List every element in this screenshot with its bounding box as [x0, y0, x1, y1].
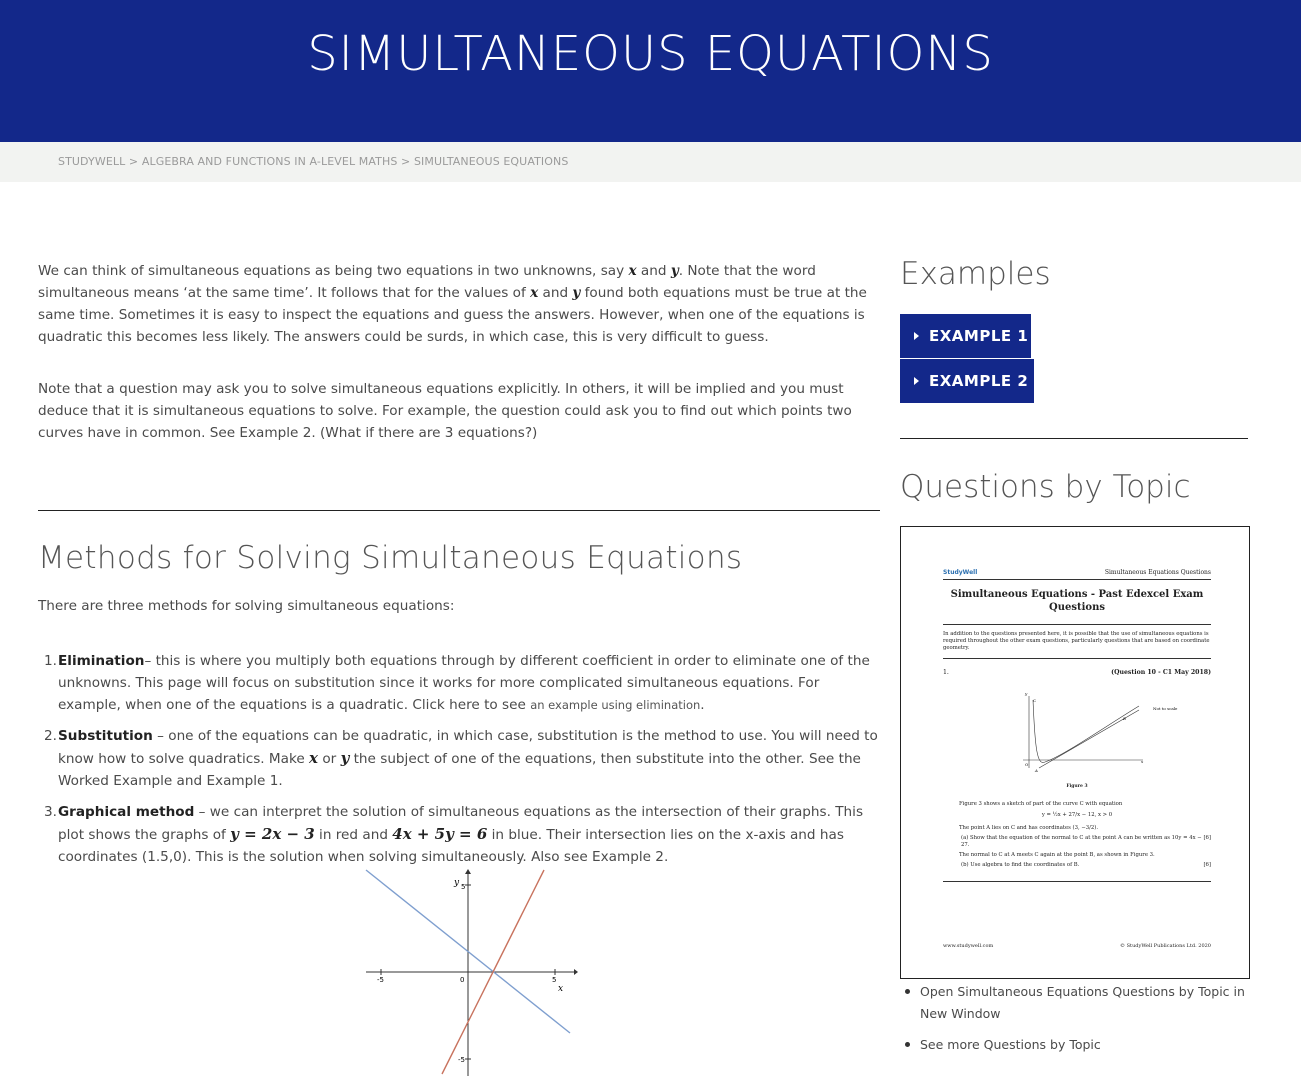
doc-rule	[943, 881, 1211, 882]
text-segment: found both equations must be true at the same time. Sometimes it is easy to inspect the equations and guess the answers. However, when one of the equations is quadratic this becomes less likely. The answers could be surds, in which case, this is very difficult to guess.	[38, 285, 867, 345]
fig-note: Not to scale	[1153, 706, 1178, 711]
studywell-logo: StudyWell	[943, 569, 978, 576]
x-tick-label: 5	[552, 976, 557, 984]
text-segment: and	[636, 263, 671, 279]
text-segment: .	[700, 697, 705, 713]
question-part-text: (b) Use algebra to find the coordinates of B.	[961, 862, 1080, 868]
elimination-example-link[interactable]: an example using elimination	[530, 698, 701, 712]
breadcrumb	[58, 155, 568, 168]
breadcrumb-separator: >	[125, 155, 142, 168]
question-reference: (Question 10 - C1 May 2018)	[1111, 669, 1211, 676]
question-marks: [6]	[1203, 835, 1211, 841]
more-questions-link[interactable]: See more Questions by Topic	[920, 1037, 1101, 1052]
x-tick-label: -5	[377, 976, 384, 984]
text-segment: in blue. Their intersection lies on the x-axis and has coordinates (1.5,0). This is the solution when solving simultaneously. Also see Example 2.	[58, 827, 844, 865]
doc-rule	[943, 624, 1211, 625]
example-1-label: EXAMPLE 1	[929, 327, 1029, 345]
question-text: Figure 3 shows a sketch of part of the curve C with equation	[959, 801, 1123, 807]
breadcrumb-current: SIMULTANEOUS EQUATIONS	[413, 155, 569, 168]
fig-label: x	[1141, 759, 1144, 764]
list-item	[920, 981, 1250, 1025]
list-item	[44, 725, 878, 792]
caret-right-icon	[914, 332, 919, 340]
math-variable: x	[628, 263, 637, 279]
doc-intro: In addition to the questions presented here, it is possible that the use of simultaneous equations is required throughout the other exam questions, particularly questions that are based on coordinate geometry.	[943, 631, 1210, 651]
doc-footer-right: © StudyWell Publications Ltd. 2020	[1120, 943, 1211, 949]
breadcrumb-home-link[interactable]: STUDYWELL	[58, 155, 126, 168]
method-title: Substitution	[58, 728, 153, 744]
text-segment: We can think of simultaneous equations as being two equations in two unknowns, say	[38, 263, 629, 279]
text-segment: or	[318, 751, 341, 767]
fig-label: C	[1033, 698, 1037, 703]
math-variable: y	[572, 285, 581, 301]
list-item	[44, 801, 878, 868]
doc-figure	[943, 688, 1211, 778]
doc-header	[943, 569, 1211, 576]
math-variable: y	[670, 263, 679, 279]
question-part-text: (a) Show that the equation of the normal to C at the point A can be written as 10y = 4x − 27.	[961, 835, 1202, 848]
doc-rule	[943, 579, 1211, 580]
text-segment: and	[538, 285, 573, 301]
questions-heading: Questions by Topic	[900, 469, 1191, 505]
doc-footer-left: www.studywell.com	[943, 943, 994, 949]
doc-header-title: Simultaneous Equations Questions	[1104, 569, 1211, 576]
y-tick-label: 5	[461, 883, 466, 891]
question-marks: [6]	[1203, 862, 1211, 868]
math-variable: x	[309, 749, 318, 767]
text-segment: – we can interpret the solution of simultaneous equations as the intersection of their graphs. This plot shows the graphs of	[58, 804, 864, 843]
y-tick-label: -5	[458, 1056, 465, 1064]
main-content	[38, 260, 880, 444]
text-segment: the subject of one of the equations, then substitute into the other. See the Worked Example and Example 1.	[58, 751, 861, 789]
methods-heading: Methods for Solving Simultaneous Equations	[38, 540, 743, 576]
fig-label: y	[1025, 691, 1028, 696]
fig-curve	[1033, 700, 1139, 763]
question-number: 1.	[943, 669, 949, 676]
question-equation: y = ½x + 27/x − 12, x > 0	[1041, 812, 1113, 818]
question-text: The normal to C at A meets C again at the point B, as shown in Figure 3.	[959, 852, 1155, 858]
fig-label: O	[1025, 762, 1029, 767]
open-questions-link[interactable]: Open Simultaneous Equations Questions by Topic in New Window	[920, 984, 1245, 1021]
figure-caption: Figure 3	[1066, 784, 1088, 789]
math-variable: y	[340, 749, 350, 767]
y-axis-arrow	[465, 869, 471, 874]
questions-links	[920, 981, 1250, 1065]
y-axis-label: y	[454, 878, 460, 888]
methods-intro: There are three methods for solving simultaneous equations:	[38, 598, 455, 614]
breadcrumb-bar	[0, 142, 1301, 182]
breadcrumb-separator: >	[397, 155, 414, 168]
text-segment: – this is where you multiply both equations through by different coefficient in order to eliminate one of the unknowns. This page will focus on substitution since it works for more complicated simultaneous equations. For example, when one of the equations is a quadratic. Click here to see	[58, 653, 870, 713]
document-page	[943, 569, 1211, 949]
question-part-b	[943, 862, 1211, 869]
list-item	[920, 1034, 1250, 1056]
examples-heading: Examples	[900, 256, 1051, 292]
x-axis-arrow	[574, 969, 578, 975]
list-number: 1.	[44, 653, 57, 669]
doc-rule	[943, 658, 1211, 659]
breadcrumb-parent-link[interactable]: ALGEBRA AND FUNCTIONS IN A-LEVEL MATHS	[141, 155, 398, 168]
questions-preview[interactable]	[900, 526, 1250, 979]
math-equation: 4x + 5y = 6	[392, 825, 488, 843]
list-item	[44, 650, 878, 716]
question-row	[943, 669, 1211, 676]
intersection-graph	[362, 866, 578, 1078]
intro-paragraph	[38, 260, 880, 348]
doc-footer	[943, 943, 1211, 949]
method-title: Elimination	[58, 653, 145, 669]
sidebar-divider	[900, 438, 1248, 439]
x-axis-label: x	[558, 984, 564, 994]
list-number: 2.	[44, 728, 57, 744]
text-segment: . Note that the word simultaneous means ‘at the same time’. It follows that for the values of	[38, 263, 816, 301]
math-variable: x	[530, 285, 539, 301]
fig-label: B	[1123, 716, 1126, 721]
origin-label: 0	[460, 976, 465, 984]
hero-banner	[0, 0, 1301, 142]
fig-label: A	[1035, 768, 1038, 773]
list-number: 3.	[44, 804, 57, 820]
text-segment: – one of the equations can be quadratic, in which case, substitution is the method to use. You will need to know how to solve quadratics. Make	[58, 728, 878, 767]
methods-list	[44, 650, 878, 877]
caret-right-icon	[914, 377, 919, 385]
math-equation: y = 2x − 3	[230, 825, 315, 843]
example-1-button[interactable]	[900, 314, 1031, 358]
question-text: The point A lies on C and has coordinates (3, −3/2).	[959, 825, 1099, 831]
question-part-a	[943, 835, 1211, 849]
example-2-label: EXAMPLE 2	[929, 372, 1029, 390]
section-divider	[38, 510, 880, 511]
text-segment: in red and	[314, 827, 393, 843]
page-title: SIMULTANEOUS EQUATIONS	[307, 26, 994, 82]
example-2-button[interactable]	[900, 359, 1034, 403]
second-paragraph: Note that a question may ask you to solve simultaneous equations explicitly. In others, it will be implied and you must deduce that it is simultaneous equations to solve. For example, the question could ask you to find out which points two curves have in common. See Example 2. (What if there are 3 equations?)	[38, 381, 852, 441]
doc-title: Simultaneous Equations - Past Edexcel Exam Questions	[950, 589, 1204, 613]
method-title: Graphical method	[58, 804, 195, 820]
